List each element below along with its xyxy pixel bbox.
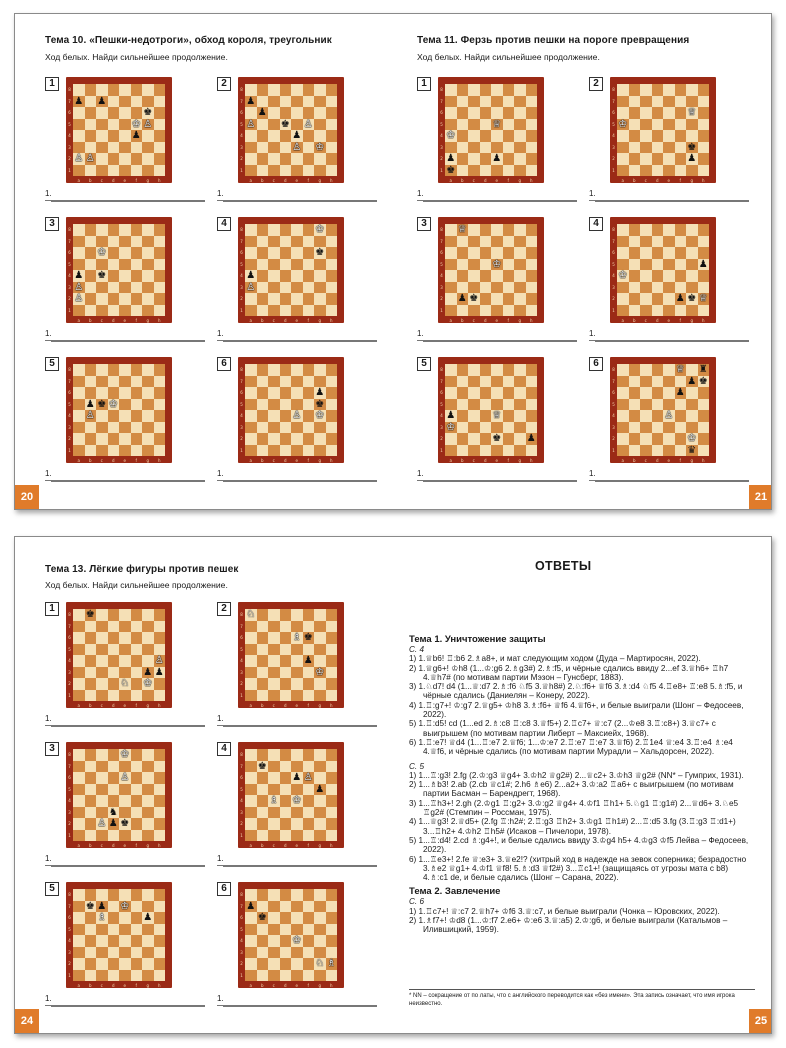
- answer-line-2: [51, 481, 205, 482]
- exercise-number: 4: [217, 217, 231, 231]
- chess-piece: ♚: [303, 632, 313, 643]
- chess-piece: ♚: [280, 118, 290, 130]
- chess-piece: ♕: [698, 293, 708, 304]
- chess-piece: ♔: [292, 935, 302, 946]
- exercise-diagram: [217, 742, 382, 867]
- chess-piece: ♟: [143, 666, 153, 678]
- chess-piece: ♙: [664, 410, 674, 421]
- chess-piece: ♔: [120, 749, 130, 760]
- chess-piece: ♙: [85, 410, 95, 421]
- chess-piece: ♔: [292, 795, 302, 806]
- chess-piece: ♙: [292, 410, 302, 421]
- chess-piece: ♙: [143, 118, 153, 130]
- chess-piece: ♚: [257, 912, 267, 923]
- answer-entry: 3) 1.♘d7! d4 (1...♕:d7 2.♗:f6 ♘f5 3.♕h8#) 2.♘:f6+ ♕f6 3.♗:d4 ♘f5 4.♖e8+ ♖:e8 5.♗:f5, и чёрные сдались (Даниелян – Конеру, 2022).: [409, 682, 743, 701]
- chess-piece: ♟: [675, 387, 685, 398]
- exercise-number: 5: [45, 357, 59, 371]
- answer-line: 1.: [217, 469, 377, 481]
- exercise-number: 5: [417, 357, 431, 371]
- answer-entry: 3) 1...♖h3+! 2.gh (2.♔g1 ♖:g2+ 3.♔:g2 ♕g4+ 4.♔f1 ♖h1+ 5.♘g1 ♖:g1#) 2...♕d6+ 3.♘e5 ♖g2# (Стемпин – Россман, 1975).: [409, 798, 739, 818]
- exercise-diagram: [45, 77, 210, 202]
- answer-line: 1.: [45, 189, 205, 201]
- chess-piece: ♔: [131, 118, 141, 130]
- chess-piece: ♟: [315, 783, 325, 795]
- answer-line-2: [51, 1006, 205, 1007]
- chess-piece: ♚: [143, 107, 153, 118]
- chess-piece: ♚: [257, 760, 267, 772]
- exercise-number: 1: [45, 77, 59, 91]
- answers-topic-heading: Тема 2. Завлечение: [409, 886, 501, 898]
- answer-entry: 2) 1.♕g6+! ♔h8 (1...♔:g6 2.♗g3#) 2.♗:f5, и чёрные сдались ввиду 2...ef 3.♕h6+ ♖h7 4.♕h7# (по мотивам партии Мэзон – Гунсберг, 1883).: [409, 663, 729, 682]
- answer-line: 1.: [217, 994, 377, 1006]
- chess-board: ♟ ♙ ♚ ♔ 8 7 6 5 4 3 2 1 a b c d e f g h: [238, 357, 344, 463]
- answer-line: 1.: [589, 469, 749, 481]
- topic-title: Тема 11. Ферзь против пешки на пороге превращения: [417, 35, 690, 46]
- exercise-number: 3: [45, 742, 59, 756]
- answer-line: 1.: [217, 189, 377, 201]
- answers-page-ref: С. 5: [409, 761, 425, 771]
- exercise-diagram: [45, 217, 210, 342]
- answer-line-2: [595, 341, 749, 342]
- chess-piece: ♟: [457, 293, 467, 304]
- exercise-diagram: [589, 217, 754, 342]
- chess-piece: ♕: [687, 107, 697, 118]
- answer-entry: 4) 1...♕g3! 2.♕d5+ (2.fg ♖:h2#; 2.♖:g3 ♖h2+ 3.♔g1 ♖h1#) 2...♖:d5 3.fg (3.♖:g3 ♖:d1+) 3...♖h2+ 4.♔h2 ♖h5# (Исаков – Пичелори, 1978).: [409, 817, 736, 836]
- answer-line-2: [223, 341, 377, 342]
- chess-piece: ♟: [675, 293, 685, 304]
- chess-piece: ♟: [446, 410, 456, 421]
- exercise-diagram: [217, 77, 382, 202]
- answer-line: 1.: [45, 854, 205, 866]
- chess-piece: ♙: [303, 772, 313, 783]
- answer-line-2: [223, 1006, 377, 1007]
- footnote: * NN – сокращение от по латы, что с английского переводится как «без имени». Эта запись означает, что имя игрока неизвестно.: [409, 989, 755, 1008]
- answer-line: 1.: [45, 469, 205, 481]
- chess-board: ♚ ♟ ♟ ♗ ♔ ♙ 8 7 6 5 4 3 2 1 a b c d e f g h: [238, 742, 344, 848]
- exercise-diagram: [217, 602, 382, 727]
- chess-piece: ♔: [143, 678, 153, 689]
- chess-piece: ♚: [85, 609, 95, 620]
- chess-piece: ♟: [292, 130, 302, 141]
- chess-piece: ♕: [492, 410, 502, 421]
- answers-list: [409, 630, 755, 935]
- chess-piece: ♚: [97, 398, 107, 410]
- chess-board: ♚ ♟ ♟ ♗ ♔ 8 7 6 5 4 3 2 1 a b c d e f g h: [66, 882, 172, 988]
- exercise-diagram: [45, 602, 210, 727]
- exercise-number: 6: [589, 357, 603, 371]
- chess-piece: ♟: [315, 387, 325, 398]
- exercise-diagram: [45, 357, 210, 482]
- answer-line: 1.: [589, 329, 749, 341]
- chess-piece: ♙: [74, 153, 84, 164]
- chess-piece: ♟: [97, 900, 107, 912]
- answers-page-ref: С. 4: [409, 645, 425, 654]
- answer-entry: 6) 1.♖:e7! ♕d4 (1...♖:e7 2.♕f6; 1...♔:e7 2.♖:e7 ♖:e7 3.♕f6) 2.♖1e4 ♕:e4 3.♖:e4 ♗:e4 4.♕f6, и чёрные сдались (по мотивам партии Мурадли – Хальдорсен, 2022).: [409, 737, 733, 757]
- answer-line-2: [223, 201, 377, 202]
- chess-piece: ♔: [446, 130, 456, 141]
- exercise-number: 2: [217, 77, 231, 91]
- chess-piece: ♛: [687, 444, 697, 456]
- exercise-diagram: [45, 742, 210, 867]
- answer-line: 1.: [589, 189, 749, 201]
- answer-line-2: [51, 341, 205, 342]
- chess-piece: ♟: [698, 258, 708, 270]
- chess-piece: ♙: [120, 772, 130, 783]
- chess-piece: ♚: [469, 293, 479, 304]
- chess-piece: ♙: [74, 281, 84, 293]
- answer-line-2: [595, 481, 749, 482]
- chess-piece: ♔: [315, 410, 325, 421]
- chess-piece: ♙: [154, 655, 164, 666]
- chess-board: ♕ ♜ ♚ ♟ ♟ ♙ ♔ ♛ 8 7 6 5 4 3 2 1 a b c d e f g h: [610, 357, 716, 463]
- exercise-number: 4: [589, 217, 603, 231]
- page-number: 25: [749, 1009, 772, 1033]
- chess-piece: ♜: [698, 364, 708, 375]
- chess-piece: ♚: [97, 270, 107, 281]
- answer-entry: 4) 1.♖:g7+! ♔:g7 2.♕g5+ ♔h8 3.♗:f6+ ♕f6 4.♕f6+, и белые выиграли (Шонг – Федосеев, 2022).: [409, 700, 744, 720]
- chess-piece: ♚: [698, 375, 708, 387]
- chess-piece: ♕: [675, 364, 685, 375]
- topic-subtitle: Ход белых. Найди сильнейшее продолжение.: [417, 52, 600, 62]
- chess-piece: ♟: [526, 433, 536, 444]
- answer-entry: 1) 1.♖c7+! ♕:c7 2.♕h7+ ♔f6 3.♕:c7, и белые выиграли (Чонка – Юровских, 2022).: [409, 906, 720, 916]
- chess-piece: ♙: [74, 293, 84, 304]
- chess-piece: ♗: [292, 632, 302, 643]
- chess-board: ♚ ♟ ♟ ♔ ♘ ♙ 8 7 6 5 4 3 2 1 a b c d e f g h: [66, 602, 172, 708]
- answer-line-2: [223, 866, 377, 867]
- exercise-diagram: [217, 357, 382, 482]
- answer-line-2: [423, 481, 577, 482]
- chess-board: ♕ ♔ ♟ ♚ 8 7 6 5 4 3 2 1 a b c d e f g h: [610, 77, 716, 183]
- exercise-number: 6: [217, 882, 231, 896]
- chess-piece: ♙: [85, 153, 95, 164]
- chess-piece: ♔: [618, 270, 628, 281]
- page-number: 24: [15, 1009, 39, 1033]
- chess-piece: ♟: [131, 130, 141, 141]
- answer-entry: 1) 1.♕b6! ♖:b6 2.♗a8+, и мат следующим ходом (Дуда – Мартиросян, 2022).: [409, 654, 701, 664]
- answer-entry: 2) 1.♗f7+! ♔d8 (1...♔:f7 2.e6+ ♔:e6 3.♕:a5) 2.♔:g6, и белые выиграли (Катальмов – Илившицкий, 1959).: [409, 916, 728, 935]
- exercise-diagram: [217, 217, 382, 342]
- chess-piece: ♟: [257, 107, 267, 118]
- chess-piece: ♚: [85, 900, 95, 912]
- topic-subtitle: Ход белых. Найди сильнейшее продолжение.: [45, 52, 228, 62]
- page-24: [15, 537, 395, 1033]
- answers-topic-heading: Тема 1. Уничтожение защиты: [409, 634, 546, 645]
- chess-piece: ♚: [120, 818, 130, 829]
- spread-pages-24-25: [14, 536, 772, 1034]
- exercise-number: 1: [45, 602, 59, 616]
- chess-piece: ♔: [446, 421, 456, 433]
- exercise-diagram: [417, 357, 582, 482]
- answer-line-2: [51, 726, 205, 727]
- chess-piece: ♗: [326, 958, 336, 969]
- chess-piece: ♟: [74, 95, 84, 107]
- chess-piece: ♟: [143, 912, 153, 923]
- chess-board: ♟ ♕ ♔ ♚ ♟ 8 7 6 5 4 3 2 1 a b c d e f g h: [438, 357, 544, 463]
- page-20: [15, 14, 395, 509]
- answer-entry: 5) 1.♖:d5! cd (1...ed 2.♗:c8 ♖:c8 3.♕f5+) 2.♖c7+ ♕:c7 (2...♔e8 3.♖:c8+) 3.♕c7+ с выигрышем (по мотивам партии Либерт – Максиейх, 1968).: [409, 719, 716, 738]
- chess-piece: ♟: [246, 270, 256, 281]
- chess-piece: ♔: [618, 118, 628, 130]
- topic-title: Тема 10. «Пешки-недотроги», обход короля, треугольник: [45, 35, 332, 46]
- chess-piece: ♚: [446, 164, 456, 176]
- chess-piece: ♕: [457, 224, 467, 235]
- exercise-number: 5: [45, 882, 59, 896]
- chess-piece: ♟: [108, 818, 118, 829]
- answer-line: 1.: [417, 469, 577, 481]
- chess-piece: ♚: [315, 247, 325, 258]
- chess-piece: ♘: [246, 609, 256, 620]
- exercise-number: 2: [589, 77, 603, 91]
- answer-line: 1.: [45, 329, 205, 341]
- answer-line-2: [51, 866, 205, 867]
- chess-piece: ♚: [315, 398, 325, 410]
- chess-board: ♔ ♟ ♚ ♙ ♙ 8 7 6 5 4 3 2 1 a b c d e f g h: [66, 217, 172, 323]
- chess-piece: ♘: [120, 678, 130, 689]
- chess-piece: ♟: [154, 666, 164, 678]
- chess-piece: ♙: [97, 818, 107, 829]
- chess-piece: ♚: [687, 141, 697, 153]
- chess-piece: ♟: [492, 153, 502, 164]
- chess-board: ♟ ♚ ♔ ♗ ♘ 8 7 6 5 4 3 2 1 a b c d e f g h: [238, 882, 344, 988]
- answer-line-2: [423, 201, 577, 202]
- chess-piece: ♔: [108, 398, 118, 410]
- chess-board: ♕ ♔ ♟ ♟ ♚ 8 7 6 5 4 3 2 1 a b c d e f g h: [438, 77, 544, 183]
- exercise-number: 6: [217, 357, 231, 371]
- chess-piece: ♞: [108, 806, 118, 818]
- answer-line: 1.: [217, 714, 377, 726]
- answers-page-ref: С. 6: [409, 897, 425, 907]
- chess-piece: ♟: [303, 655, 313, 666]
- chess-piece: ♟: [97, 95, 107, 107]
- chess-board: ♔ ♚ ♟ ♙ 8 7 6 5 4 3 2 1 a b c d e f g h: [238, 217, 344, 323]
- chess-piece: ♔: [97, 247, 107, 258]
- exercise-number: 1: [417, 77, 431, 91]
- chess-piece: ♔: [120, 900, 130, 912]
- topic-title: Тема 13. Лёгкие фигуры против пешек: [45, 564, 239, 575]
- chess-piece: ♟: [246, 900, 256, 912]
- chess-board: ♟ ♟ ♙ ♚ ♙ ♟ ♙ ♔ 8 7 6 5 4 3 2 1 a b c d e f g h: [238, 77, 344, 183]
- chess-board: ♘ ♗ ♚ ♟ ♔ 8 7 6 5 4 3 2 1 a b c d e f g h: [238, 602, 344, 708]
- exercise-number: 3: [45, 217, 59, 231]
- chess-board: ♟ ♚ ♔ ♙ 8 7 6 5 4 3 2 1 a b c d e f g h: [66, 357, 172, 463]
- chess-piece: ♚: [687, 293, 697, 304]
- chess-piece: ♙: [246, 281, 256, 293]
- chess-board: ♟ ♟ ♚ ♔ ♙ ♟ ♙ ♙ 8 7 6 5 4 3 2 1 a b c d e f g h: [66, 77, 172, 183]
- chess-piece: ♙: [292, 141, 302, 153]
- exercise-number: 4: [217, 742, 231, 756]
- answer-entry: 1) 1...♖:g3! 2.fg (2.♔:g3 ♕g4+ 3.♔h2 ♕g2#) 2...♕c2+ 3.♔h3 ♕g2# (NN* – Гумприх, 1931).: [409, 770, 744, 780]
- chess-piece: ♔: [315, 224, 325, 235]
- answers-title: ОТВЕТЫ: [535, 559, 592, 573]
- exercise-diagram: [417, 217, 582, 342]
- exercise-diagram: [589, 357, 754, 482]
- chess-piece: ♔: [315, 666, 325, 678]
- chess-piece: ♟: [246, 95, 256, 107]
- exercise-diagram: [417, 77, 582, 202]
- exercise-diagram: [45, 882, 210, 1007]
- answer-line: 1.: [45, 714, 205, 726]
- chess-piece: ♕: [492, 118, 502, 130]
- chess-piece: ♟: [687, 153, 697, 164]
- chess-piece: ♗: [97, 912, 107, 923]
- page-21: [395, 14, 772, 509]
- answer-line-2: [423, 341, 577, 342]
- exercise-diagram: [589, 77, 754, 202]
- chess-board: ♕ ♔ ♟ ♚ 8 7 6 5 4 3 2 1 a b c d e f g h: [438, 217, 544, 323]
- chess-piece: ♟: [292, 772, 302, 783]
- exercise-number: 3: [417, 217, 431, 231]
- answer-line-2: [595, 201, 749, 202]
- chess-piece: ♟: [74, 270, 84, 281]
- chess-piece: ♚: [492, 433, 502, 444]
- spread-pages-20-21: [14, 13, 772, 510]
- answer-line-2: [223, 481, 377, 482]
- page-number: 21: [749, 485, 772, 509]
- answer-line: 1.: [417, 329, 577, 341]
- answer-line: 1.: [417, 189, 577, 201]
- answer-line: 1.: [45, 994, 205, 1006]
- answer-line-2: [51, 201, 205, 202]
- answer-entry: 5) 1...♖:d4! 2.cd ♗:g4+!, и белые сдались ввиду 3.♔g4 h5+ 4.♔g3 ♔f5 Лейва – Федосеев, 2022).: [409, 835, 749, 855]
- chess-piece: ♔: [492, 258, 502, 270]
- topic-subtitle: Ход белых. Найди сильнейшее продолжение.: [45, 580, 228, 590]
- exercise-diagram: [217, 882, 382, 1007]
- chess-piece: ♙: [303, 118, 313, 130]
- answer-line-2: [223, 726, 377, 727]
- chess-piece: ♟: [687, 375, 697, 387]
- chess-board: ♔ ♙ ♞ ♟ ♚ ♙ 8 7 6 5 4 3 2 1 a b c d e f g h: [66, 742, 172, 848]
- chess-board: ♟ ♔ ♚ ♕ ♟ 8 7 6 5 4 3 2 1 a b c d e f g h: [610, 217, 716, 323]
- chess-piece: ♟: [85, 398, 95, 410]
- page-number: 20: [15, 485, 39, 509]
- answer-line: 1.: [217, 854, 377, 866]
- chess-piece: ♙: [246, 118, 256, 130]
- chess-piece: ♔: [687, 433, 697, 444]
- chess-piece: ♗: [269, 795, 279, 806]
- page-25: [395, 537, 772, 1033]
- exercise-number: 2: [217, 602, 231, 616]
- answer-entry: 2) 1...♗b3! 2.ab (2.cb ♕c1#; 2.h6 ♗e6) 2...a2+ 3.♔:a2 ♖a6+ с выигрышем (по мотивам партии Басман – Барендрегт, 1968).: [409, 780, 734, 799]
- chess-piece: ♘: [315, 958, 325, 969]
- chess-piece: ♔: [315, 141, 325, 153]
- chess-piece: ♟: [446, 153, 456, 164]
- answer-entry: 6) 1...♖e3+! 2.fe ♕:e3+ 3.♕e2!? (хитрый ход в надежде на зевок соперника; безрадостно 3.♗e2 ♕g1+ 4.♔f1 ♕f8! 5.♗:d3 ♕f2#) 3...♖c1+! (защищаясь от угрозы мата с b8) 4.♗:c1 de, и белые сдались (Шонг – Сарана, 2022).: [409, 854, 747, 883]
- answer-line: 1.: [217, 329, 377, 341]
